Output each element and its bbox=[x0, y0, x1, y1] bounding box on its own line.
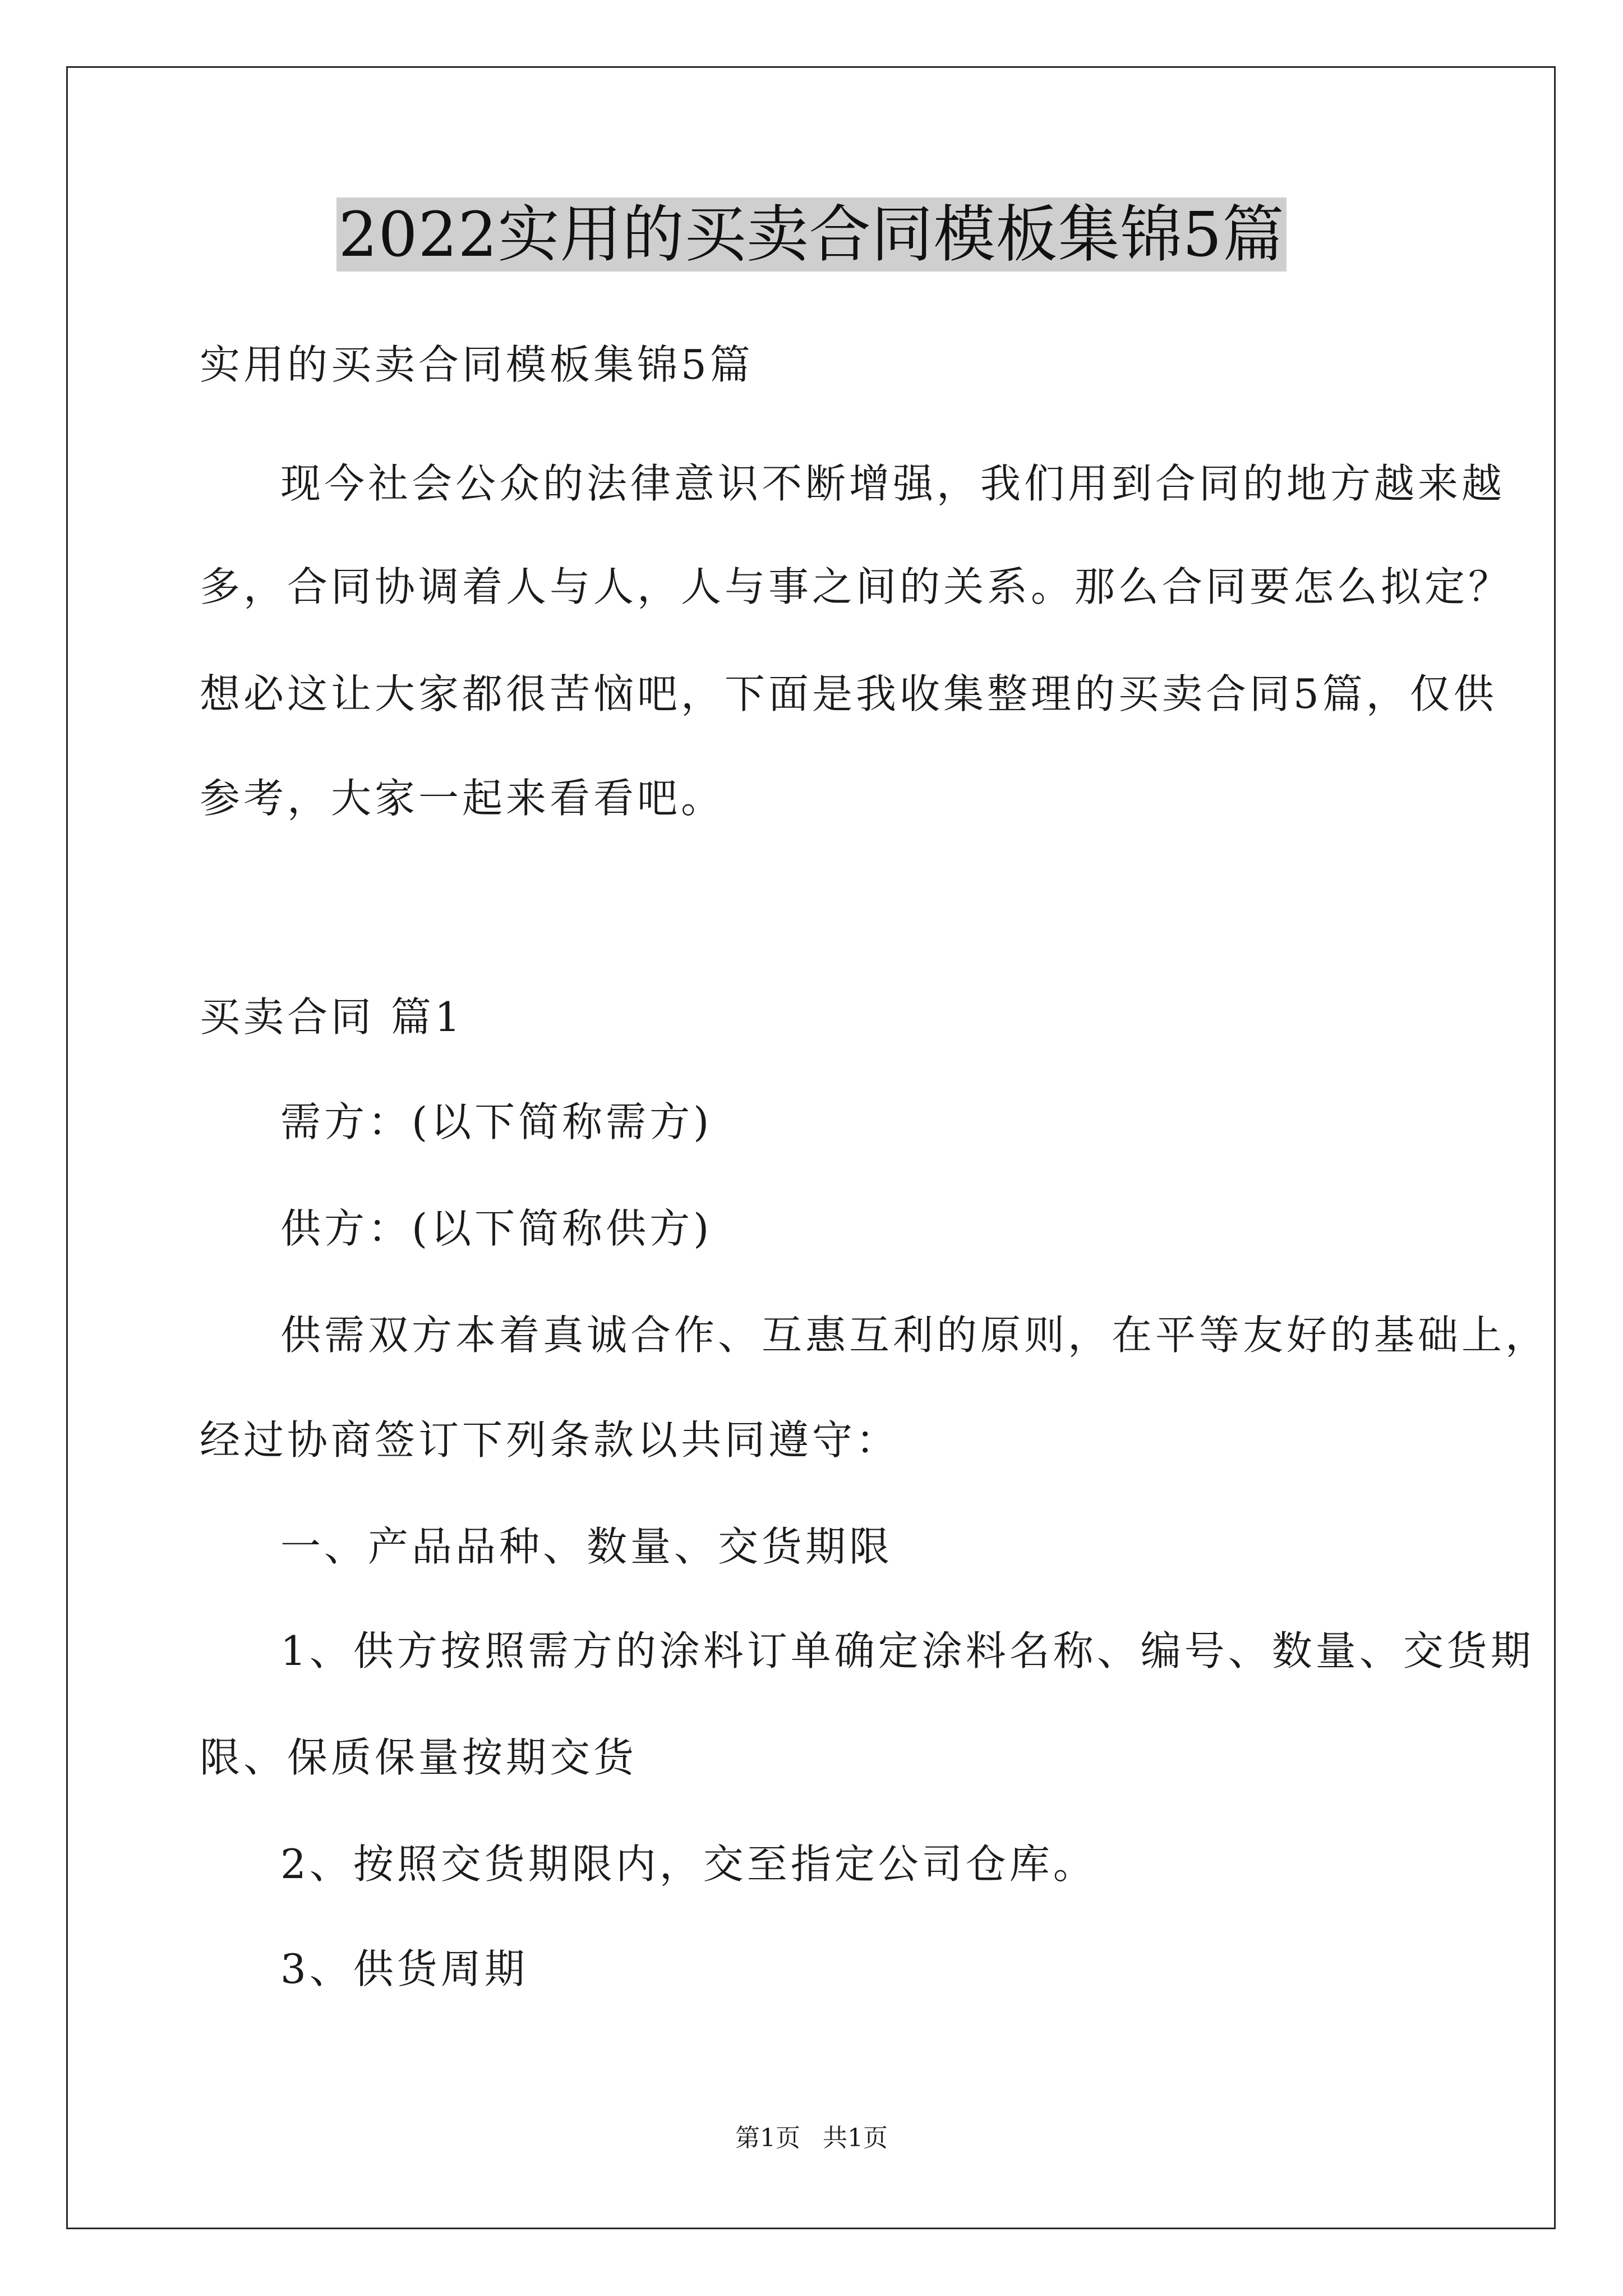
page-footer bbox=[0, 2123, 1623, 2154]
paragraph-line: 想必这让大家都很苦恼吧，下面是我收集整理的买卖合同5篇，仅供 bbox=[200, 670, 1497, 717]
paragraph-line: 2、按照交货期限内，交至指定公司仓库。 bbox=[280, 1841, 1097, 1888]
document-title: 2022实用的买卖合同模板集锦5篇 bbox=[336, 197, 1287, 272]
subtitle-line: 实用的买卖合同模板集锦5篇 bbox=[200, 341, 754, 388]
paragraph-line: 3、供货周期 bbox=[280, 1945, 528, 1993]
paragraph-line: 现今社会公众的法律意识不断增强，我们用到合同的地方越来越 bbox=[280, 460, 1506, 507]
paragraph-line: 供需双方本着真诚合作、互惠互利的原则，在平等友好的基础上， bbox=[280, 1312, 1550, 1359]
paragraph-line: 1、供方按照需方的涂料订单确定涂料名称、编号、数量、交货期 bbox=[280, 1627, 1534, 1674]
paragraph-line: 供方：(以下简称供方) bbox=[280, 1205, 713, 1252]
paragraph-line: 多，合同协调着人与人，人与事之间的关系。那么合同要怎么拟定？ bbox=[200, 563, 1513, 610]
section-heading: 买卖合同 篇1 bbox=[200, 993, 464, 1041]
paragraph-line: 经过协商签订下列条款以共同遵守： bbox=[200, 1416, 900, 1464]
paragraph-line: 限、保质保量按期交货 bbox=[200, 1734, 638, 1781]
page-number: 第1页 bbox=[735, 2124, 800, 2152]
page-border bbox=[66, 66, 1556, 2229]
paragraph-line: 参考，大家一起来看看吧。 bbox=[200, 775, 725, 822]
page-total: 共1页 bbox=[823, 2124, 888, 2152]
clause-heading: 一、产品品种、数量、交货期限 bbox=[280, 1523, 893, 1570]
paragraph-line: 需方：(以下简称需方) bbox=[280, 1098, 713, 1145]
title-container bbox=[0, 197, 1623, 272]
